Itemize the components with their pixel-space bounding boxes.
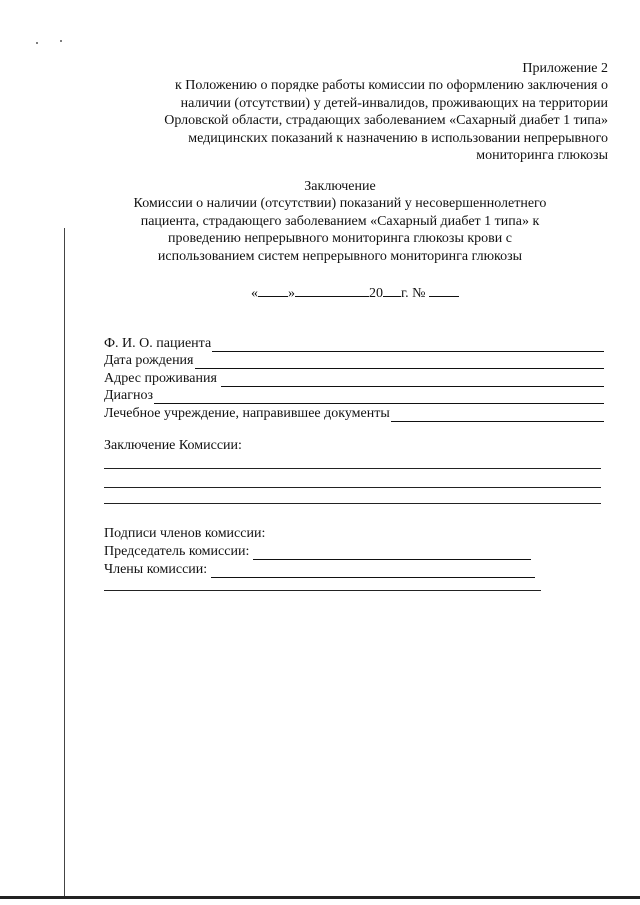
institution-row — [104, 404, 604, 422]
binding-margin-line — [64, 228, 65, 896]
scan-speck — [60, 40, 62, 42]
members-extra-rule[interactable] — [104, 590, 541, 591]
title-line: проведению непрерывного мониторинга глюкозы крови с — [168, 231, 512, 247]
appendix-line: Приложение 2 — [522, 61, 608, 76]
institution-blank[interactable] — [391, 408, 604, 422]
year-prefix: 20 — [368, 286, 383, 301]
scan-speck — [36, 42, 38, 44]
appendix-line: наличии (отсутствии) у детей-инвалидов, проживающих на территории — [180, 95, 608, 111]
chairman-label: Председатель комиссии: — [104, 544, 250, 559]
address-row — [104, 369, 604, 387]
members-signature-blank[interactable] — [211, 564, 535, 578]
title-line: пациента, страдающего заболеванием «Сахарный диабет 1 типа» к — [140, 213, 540, 229]
diagnosis-row — [104, 387, 604, 405]
date-number-line — [0, 284, 640, 302]
document-title — [60, 178, 620, 265]
number-blank[interactable] — [429, 284, 459, 297]
year-number-suffix: г. № — [400, 286, 426, 301]
appendix-line: Орловской области, страдающих заболеванием «Сахарный диабет 1 типа» — [164, 113, 608, 129]
scan-bottom-edge — [0, 896, 640, 899]
diagnosis-blank[interactable] — [154, 390, 604, 404]
birth-date-label: Дата рождения — [104, 353, 194, 368]
title-heading: Заключение — [304, 179, 376, 194]
patient-name-row — [104, 334, 604, 352]
conclusion-rule[interactable] — [104, 503, 601, 504]
open-quote: « — [250, 286, 258, 301]
conclusion-label: Заключение Комиссии: — [104, 438, 242, 453]
diagnosis-label: Диагноз — [104, 388, 154, 403]
address-label: Адрес проживания — [104, 370, 217, 386]
chairman-row — [104, 542, 554, 560]
institution-label: Лечебное учреждение, направившее документы — [104, 405, 390, 421]
patient-fields — [104, 334, 604, 422]
members-label: Члены комиссии: — [104, 562, 208, 577]
month-blank[interactable] — [295, 284, 369, 297]
patient-name-label: Ф. И. О. пациента — [104, 335, 212, 351]
members-row — [104, 560, 554, 578]
birth-date-row — [104, 352, 604, 370]
signatures-heading: Подписи членов комиссии: — [104, 526, 266, 541]
birth-date-blank[interactable] — [195, 355, 605, 369]
conclusion-rule[interactable] — [104, 468, 601, 469]
appendix-line: к Положению о порядке работы комиссии по оформлению заключения о — [175, 78, 608, 94]
appendix-header — [88, 60, 608, 164]
address-blank[interactable] — [221, 373, 604, 387]
year-blank[interactable] — [383, 284, 401, 297]
appendix-line: мониторинга глюкозы — [476, 148, 608, 164]
conclusion-rule[interactable] — [104, 487, 601, 488]
appendix-line: медицинских показаний к назначению в использовании непрерывного — [188, 130, 608, 146]
day-blank[interactable] — [258, 284, 288, 297]
signatures-block — [104, 524, 554, 578]
title-line: Комиссии о наличии (отсутствии) показаний у несовершеннолетнего — [133, 196, 547, 212]
close-quote: » — [287, 286, 295, 301]
title-line: использованием систем непрерывного мониторинга глюкозы — [157, 248, 523, 264]
signatures-heading-row — [104, 524, 554, 542]
chairman-signature-blank[interactable] — [253, 546, 531, 560]
patient-name-blank[interactable] — [212, 338, 604, 352]
